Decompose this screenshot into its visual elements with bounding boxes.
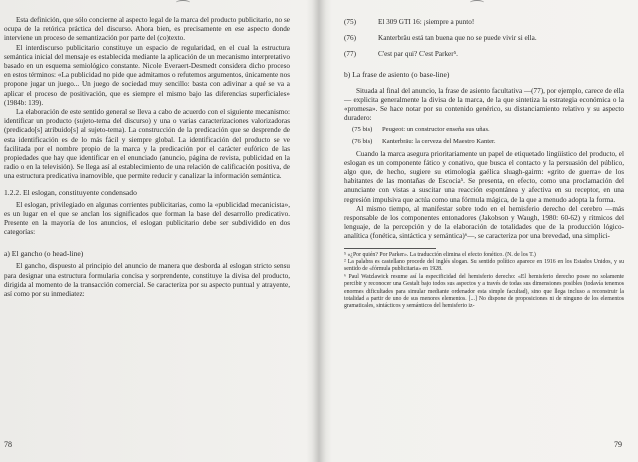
example-number: (76) xyxy=(344,34,356,43)
right-page-text xyxy=(344,18,624,311)
example-text: Kanterbräu está tan buena que no se puede vivir si ella. xyxy=(378,34,537,43)
paragraph: Cuando la marca asegura prioritariamente un papel de etiquetado lingüístico del producto, el eslogan es un componente fático y conativo, que busca el contacto y la persuasión del público, algo que, de hecho, sugiere su etimología gaélica sluagh-gairm: «grito de guerra» de los habitantes de las montañas de Escocia⁵. Se presenta, en efecto, como una proclamación del anunciante con vistas a suscitar una reacción espontánea y afectiva en su receptor, en una regresión impulsiva que actúa como una fórmula mágica, de la que a menudo adopta la forma. xyxy=(344,149,624,204)
page-top-mark xyxy=(176,0,190,5)
footnote: ² La palabra es castellano procede del inglés slogan. Su sentido político aparece en 1916 en los Estados Unidos, y su sentido de «fórmula publicitaria» en 1928. xyxy=(344,259,624,273)
example-item xyxy=(344,50,624,59)
example-number: (75 bis) xyxy=(352,126,373,134)
footnote: ⁶ Paul Watzlawick resume así la especificidad del hemisferio derecho: «El hemisferio derecho posee no solamente percibir y reconocer una Gestalt bajo todos sus aspectos y a través de todas sus dimensiones posibles (todavía tenemos enormes dificultades para simular mediante ordenador esta simple facultad), sino que llega incluso a reconstruir la totalidad a partir de uno de sus menores elementos. [...] No dispone de proposiciones ni de ninguno de los elementos gramaticales, sintácticos y semánticos del hemisferio iz- xyxy=(344,273,624,310)
example-text: Kanterbräu: la cerveza del Maestro Kanter. xyxy=(382,138,496,146)
example-number: (76 bis) xyxy=(352,138,373,146)
paragraph: Situada al final del anuncio, la frase de asiento facultativa —(77), por ejemplo, carece de ella— explicita generalmente la divisa de la marca, de la que sintetiza la estrategia económica o la «promesa». Se hace notar por su contenido genérico, su distanciamiento relativo y su aspecto duradero: xyxy=(344,86,624,123)
left-page xyxy=(0,0,318,462)
paragraph: Esta definición, que sólo concierne al aspecto legal de la marca del producto publicitario, no se ocupa de la retórica práctica del discurso. Ahora bien, es precisamente en ese aspecto donde interviene un proceso de semantización por parte del (co)texto. xyxy=(4,16,290,43)
example-text: El 309 GTI 16: ¡siempre a punto! xyxy=(378,18,475,26)
example-text: C'est par qui? C'est Parker⁵. xyxy=(378,50,458,59)
example-item xyxy=(344,18,624,27)
subheading: b) La frase de asiento (o base-line) xyxy=(344,69,450,79)
footnote: ⁵ «¿Por quién? Por Parker». La traducción elimina el efecto fonético. (N. de los T.) xyxy=(344,251,536,258)
right-page xyxy=(320,0,638,462)
example-number: (77) xyxy=(344,50,356,59)
example-item xyxy=(352,138,624,147)
example-text: Peugeot: un constructor enseña sus uñas. xyxy=(382,126,490,134)
paragraph: El interdiscurso publicitario constituye un espacio de regularidad, en el cual la estructura semántica inicial del mensaje es establecida mediante la aplicación de un mecanismo interpretativo basado en un esquema semiológico constante. Nicole Everaert-Desmedt considera dicho proceso en estos términos: «La publicidad no pide que admitamos o refutemos argumentos, únicamente nos propone jugar un juego... Un juego de sociedad muy sencillo: basta con adivinar a qué se va a aplicar el proceso de positivación, que es siempre el mismo bajo las diferencias superficiales» (1984b: 139). xyxy=(4,43,290,107)
example-item xyxy=(344,34,624,43)
paragraph: El gancho, dispuesto al principio del anuncio de manera que desborda al eslogan stricto sensu para designar una estructura formularia concisa y sorprendente, constituye la divisa del producto, dirigida al momento de la transacción comercial. Se caracteriza por su aspecto puntual y atrayente, así como por su inmediatez: xyxy=(4,262,290,299)
paragraph: Al mismo tiempo, al manifestar sobre todo en el hemisferio derecho del cerebro —más responsable de los componentes entonadores (Jakobson y Waugh, 1980: 60-62) y rítmicos del lenguaje, de la percepción y de la elaboración de totalidades que de la producción lógico-analítica (fonética, sintáctica y semántica)⁶—, se caracteriza por una brevedad, una simplici- xyxy=(344,204,624,241)
page-top-mark xyxy=(470,0,484,5)
footnote-rule xyxy=(344,248,436,249)
page-number: 79 xyxy=(614,440,622,449)
subheading: a) El gancho (o head-line) xyxy=(4,249,84,259)
left-page-text xyxy=(4,16,290,299)
paragraph: El eslogan, privilegiado en algunas corrientes publicitarias, como la «publicidad mecanicista», es un lugar en el que se anclan los significados que forman la base del desarrollo predicativo. Presente en la mayoría de los anuncios, el eslogan publicitario debe ser subdividido en dos categorías: xyxy=(4,200,290,237)
example-number: (75) xyxy=(344,18,356,26)
section-heading: 1.2.2. El eslogan, constituyente condensado xyxy=(4,187,137,197)
paragraph: La elaboración de este sentido general se lleva a cabo de acuerdo con el siguiente mecanismo: identificar un producto (sujeto-tema del discurso) y una o varias caracterizaciones valorizadoras (predicado[s] atribuido[s] al sujeto-tema). La construcción de la predicación que se desprende de esta identificación es de lo más fácil y siempre global. La identificación del producto se ve facilitada por el nombre propio de la marca y la predicación por el carácter eufórico de las propiedades que hay que identificar en el enunciado (anuncio, página de revista, publicidad en la radio o en la televisión). Se llega así al establecimiento de una relación de calificación positiva, de una estructura predicativa inamovible, que permite reducir y canalizar la información semántica. xyxy=(4,108,290,181)
example-item xyxy=(352,126,624,135)
page-number: 78 xyxy=(4,440,12,449)
